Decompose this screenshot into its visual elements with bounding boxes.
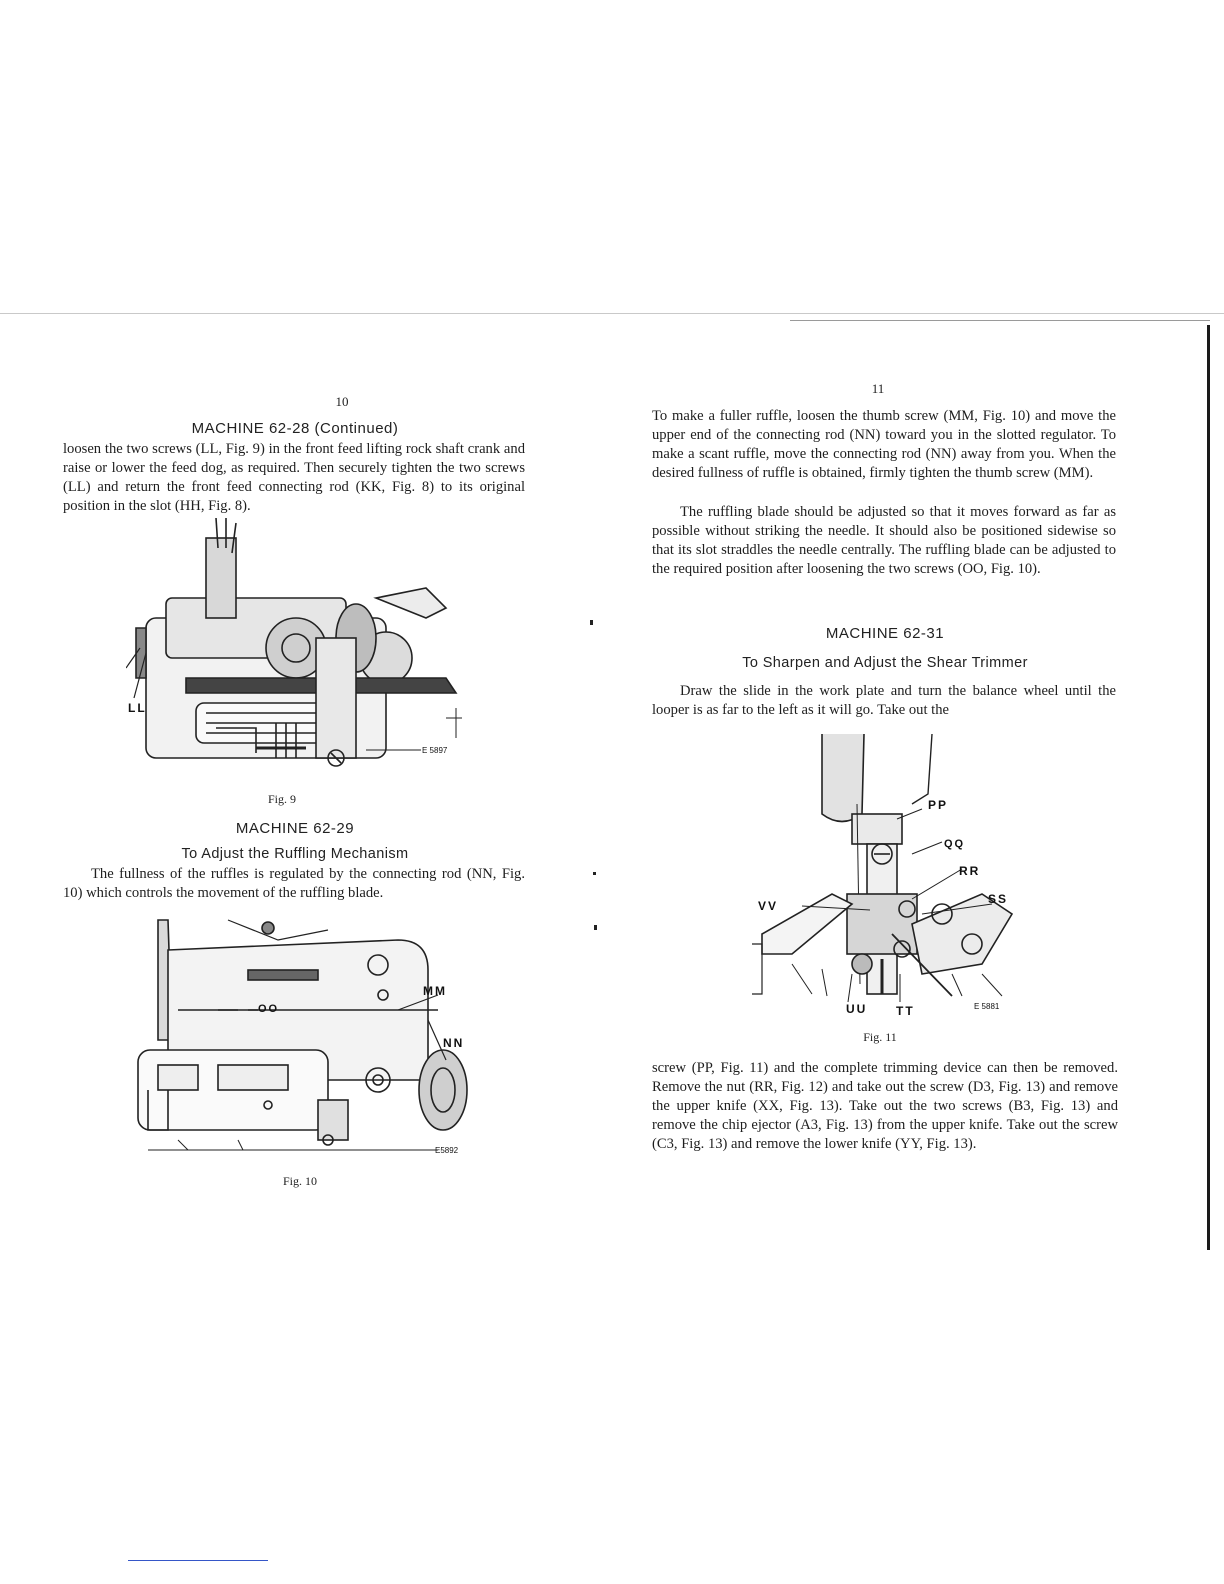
left-intro-paragraph: loosen the two screws (LL, Fig. 9) in the front feed lifting rock shaft crank and raise or lower the feed dog, as required. Then securely tighten the two screws (LL) and return the front feed connecting rod (KK, Fig. 8) to its original position in the slot (HH, Fig. 8). (63, 441, 525, 514)
fig11-code: E 5881 (974, 1002, 1000, 1011)
fig10-callout-mm: MM (423, 984, 447, 998)
fig10-caption: Fig. 10 (282, 1174, 317, 1188)
left-ruffling-paragraph: The fullness of the ruffles is regulated by the connecting rod (NN, Fig. 10) which controls the movement of the ruffling blade. (63, 866, 525, 901)
fig11-callout-pp: PP (928, 798, 949, 812)
right-subheading-shear-trimmer: To Sharpen and Adjust the Shear Trimmer (742, 655, 1028, 671)
left-page-heading: MACHINE 62-28 (Continued) (191, 420, 399, 437)
spread-top-edge (0, 313, 1224, 314)
scan-speck (594, 925, 597, 930)
left-subheading-ruffling: To Adjust the Ruffling Mechanism (181, 846, 409, 862)
fig9-caption: Fig. 9 (267, 792, 296, 806)
fig9-callout-ll: LL (128, 701, 147, 715)
right-page-top-edge (790, 320, 1210, 321)
left-heading-62-29: MACHINE 62-29 (235, 820, 355, 837)
figure-9-illustration (126, 518, 466, 780)
right-shear-intro-paragraph: Draw the slide in the work plate and turn the balance wheel until the looper is as far to the left as it will go. Take out the (652, 683, 1116, 718)
fig11-callout-qq: QQ (944, 838, 966, 850)
fig9-code: E 5897 (422, 746, 448, 755)
right-fuller-ruffle-paragraph: To make a fuller ruffle, loosen the thumb screw (MM, Fig. 10) and move the upper end of the connecting rod (NN) toward you in the slotted regulator. To make a scant ruffle, move the connecting rod (NN) away from you. When the desired fullness of ruffle is obtained, firmly tighten the thumb screw (MM). (652, 408, 1116, 481)
right-page-number: 11 (871, 381, 885, 396)
scan-speck (590, 620, 593, 625)
fig11-callout-vv: VV (758, 899, 779, 913)
right-trimming-device-paragraph: screw (PP, Fig. 11) and the complete trimming device can then be removed. Remove the nut (RR, Fig. 12) and take out the screw (D3, Fig. 13) and remove the upper knife (XX, Fig. 13). Take out the two screws (B3, Fig. 13) and remove the chip ejector (A3, Fig. 13) from the upper knife. Take out the screw (C3, Fig. 13) and remove the lower knife (YY, Fig. 13). (652, 1060, 1118, 1152)
left-page-number: 10 (335, 394, 349, 409)
fig10-callout-oo: OO (258, 1003, 280, 1015)
right-ruffling-blade-paragraph: The ruffling blade should be adjusted so that it moves forward as far as possible without striking the needle. It should also be positioned sidewise so that its slot straddles the needle centrally. The ruffling blade can be adjusted to the required position after loosening the two screws (OO, Fig. 10). (652, 504, 1116, 577)
fig11-callout-ss: SS (988, 892, 1009, 906)
scan-speck (593, 872, 596, 875)
bottom-link-underline[interactable] (128, 1560, 268, 1561)
fig10-code: E5892 (435, 1146, 459, 1155)
fig11-callout-rr: RR (959, 864, 981, 878)
right-heading-62-31: MACHINE 62-31 (825, 625, 945, 642)
fig11-callout-tt: TT (896, 1004, 915, 1018)
figure-10-illustration (128, 910, 468, 1160)
right-page-edge (1207, 325, 1210, 1250)
fig11-callout-uu: UU (846, 1002, 868, 1016)
fig10-callout-nn: NN (443, 1036, 465, 1050)
figure-11-illustration (752, 734, 1022, 1020)
fig11-caption: Fig. 11 (863, 1030, 897, 1044)
